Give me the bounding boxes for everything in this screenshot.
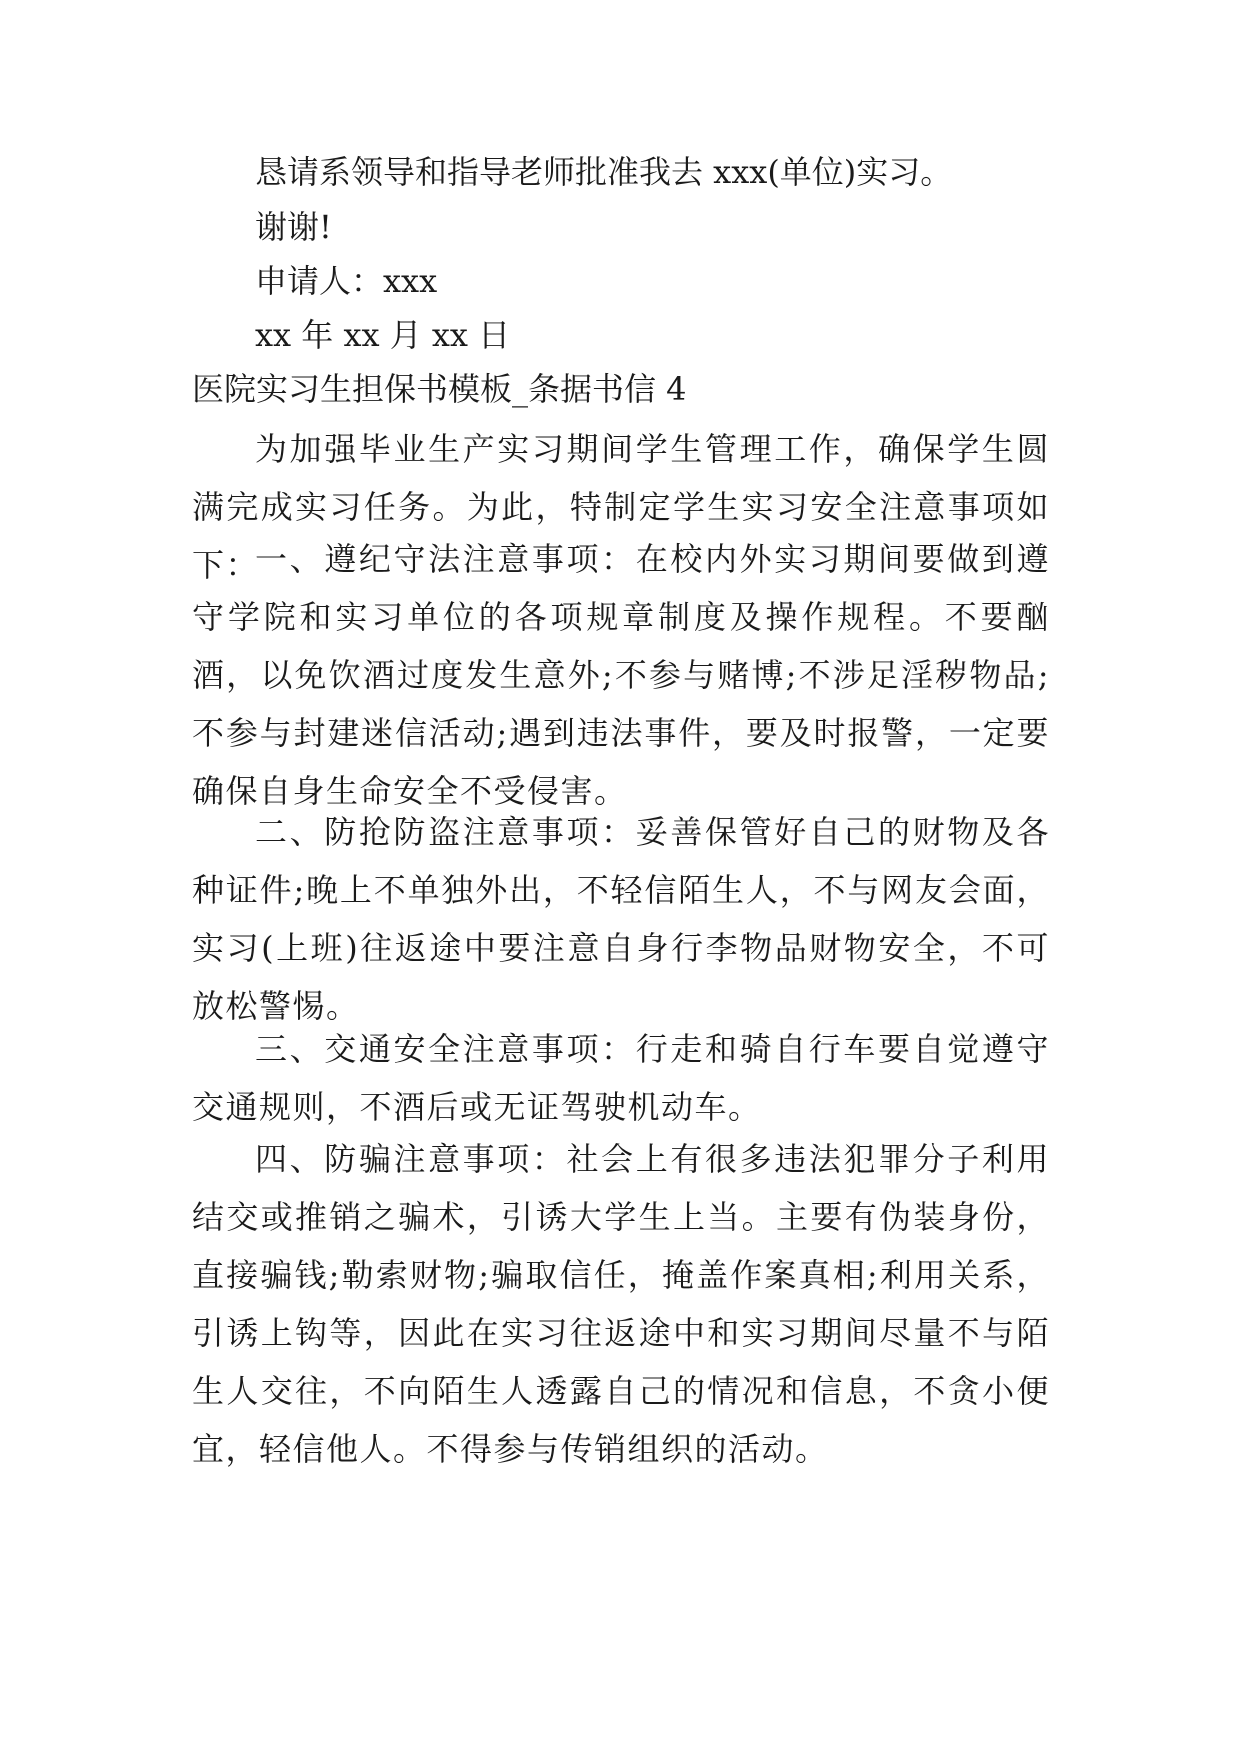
paragraph-law: 一、遵纪守法注意事项：在校内外实习期间要做到遵守学院和实习单位的各项规章制度及操作规程。不要酗酒，以免饮酒过度发生意外;不参与赌博;不涉足淫秽物品;不参与封建迷信活动;遇到违法事件，要及时报警，一定要确保自身生命安全不受侵害。 (192, 540, 1050, 810)
thanks-line: 谢谢! (255, 208, 332, 246)
paragraph-fraud: 四、防骗注意事项：社会上有很多违法犯罪分子利用结交或推销之骗术，引诱大学生上当。主要有伪装身份，直接骗钱;勒索财物;骗取信任，掩盖作案真相;利用关系，引诱上钩等，因此在实习往返途中和实习期间尽量不与陌生人交往，不向陌生人透露自己的情况和信息，不贪小便宜，轻信他人。不得参与传销组织的活动。 (192, 1140, 1050, 1468)
paragraph-traffic: 三、交通安全注意事项：行走和骑自行车要自觉遵守交通规则，不酒后或无证驾驶机动车。 (192, 1030, 1050, 1126)
request-line: 恳请系领导和指导老师批准我去 xxx(单位)实习。 (255, 153, 953, 191)
applicant-line: 申请人：xxx (255, 262, 438, 300)
section-title: 医院实习生担保书模板_条据书信 4 (192, 370, 687, 408)
date-line: xx 年 xx 月 xx 日 (255, 316, 511, 354)
paragraph-theft: 二、防抢防盗注意事项：妥善保管好自己的财物及各种证件;晚上不单独外出，不轻信陌生人，不与网友会面，实习(上班)往返途中要注意自身行李物品财物安全，不可放松警惕。 (192, 813, 1050, 1025)
intro-paragraph: 为加强毕业生产实习期间学生管理工作，确保学生圆满完成实习任务。为此，特制定学生实习安全注意事项如下： (192, 430, 1050, 584)
